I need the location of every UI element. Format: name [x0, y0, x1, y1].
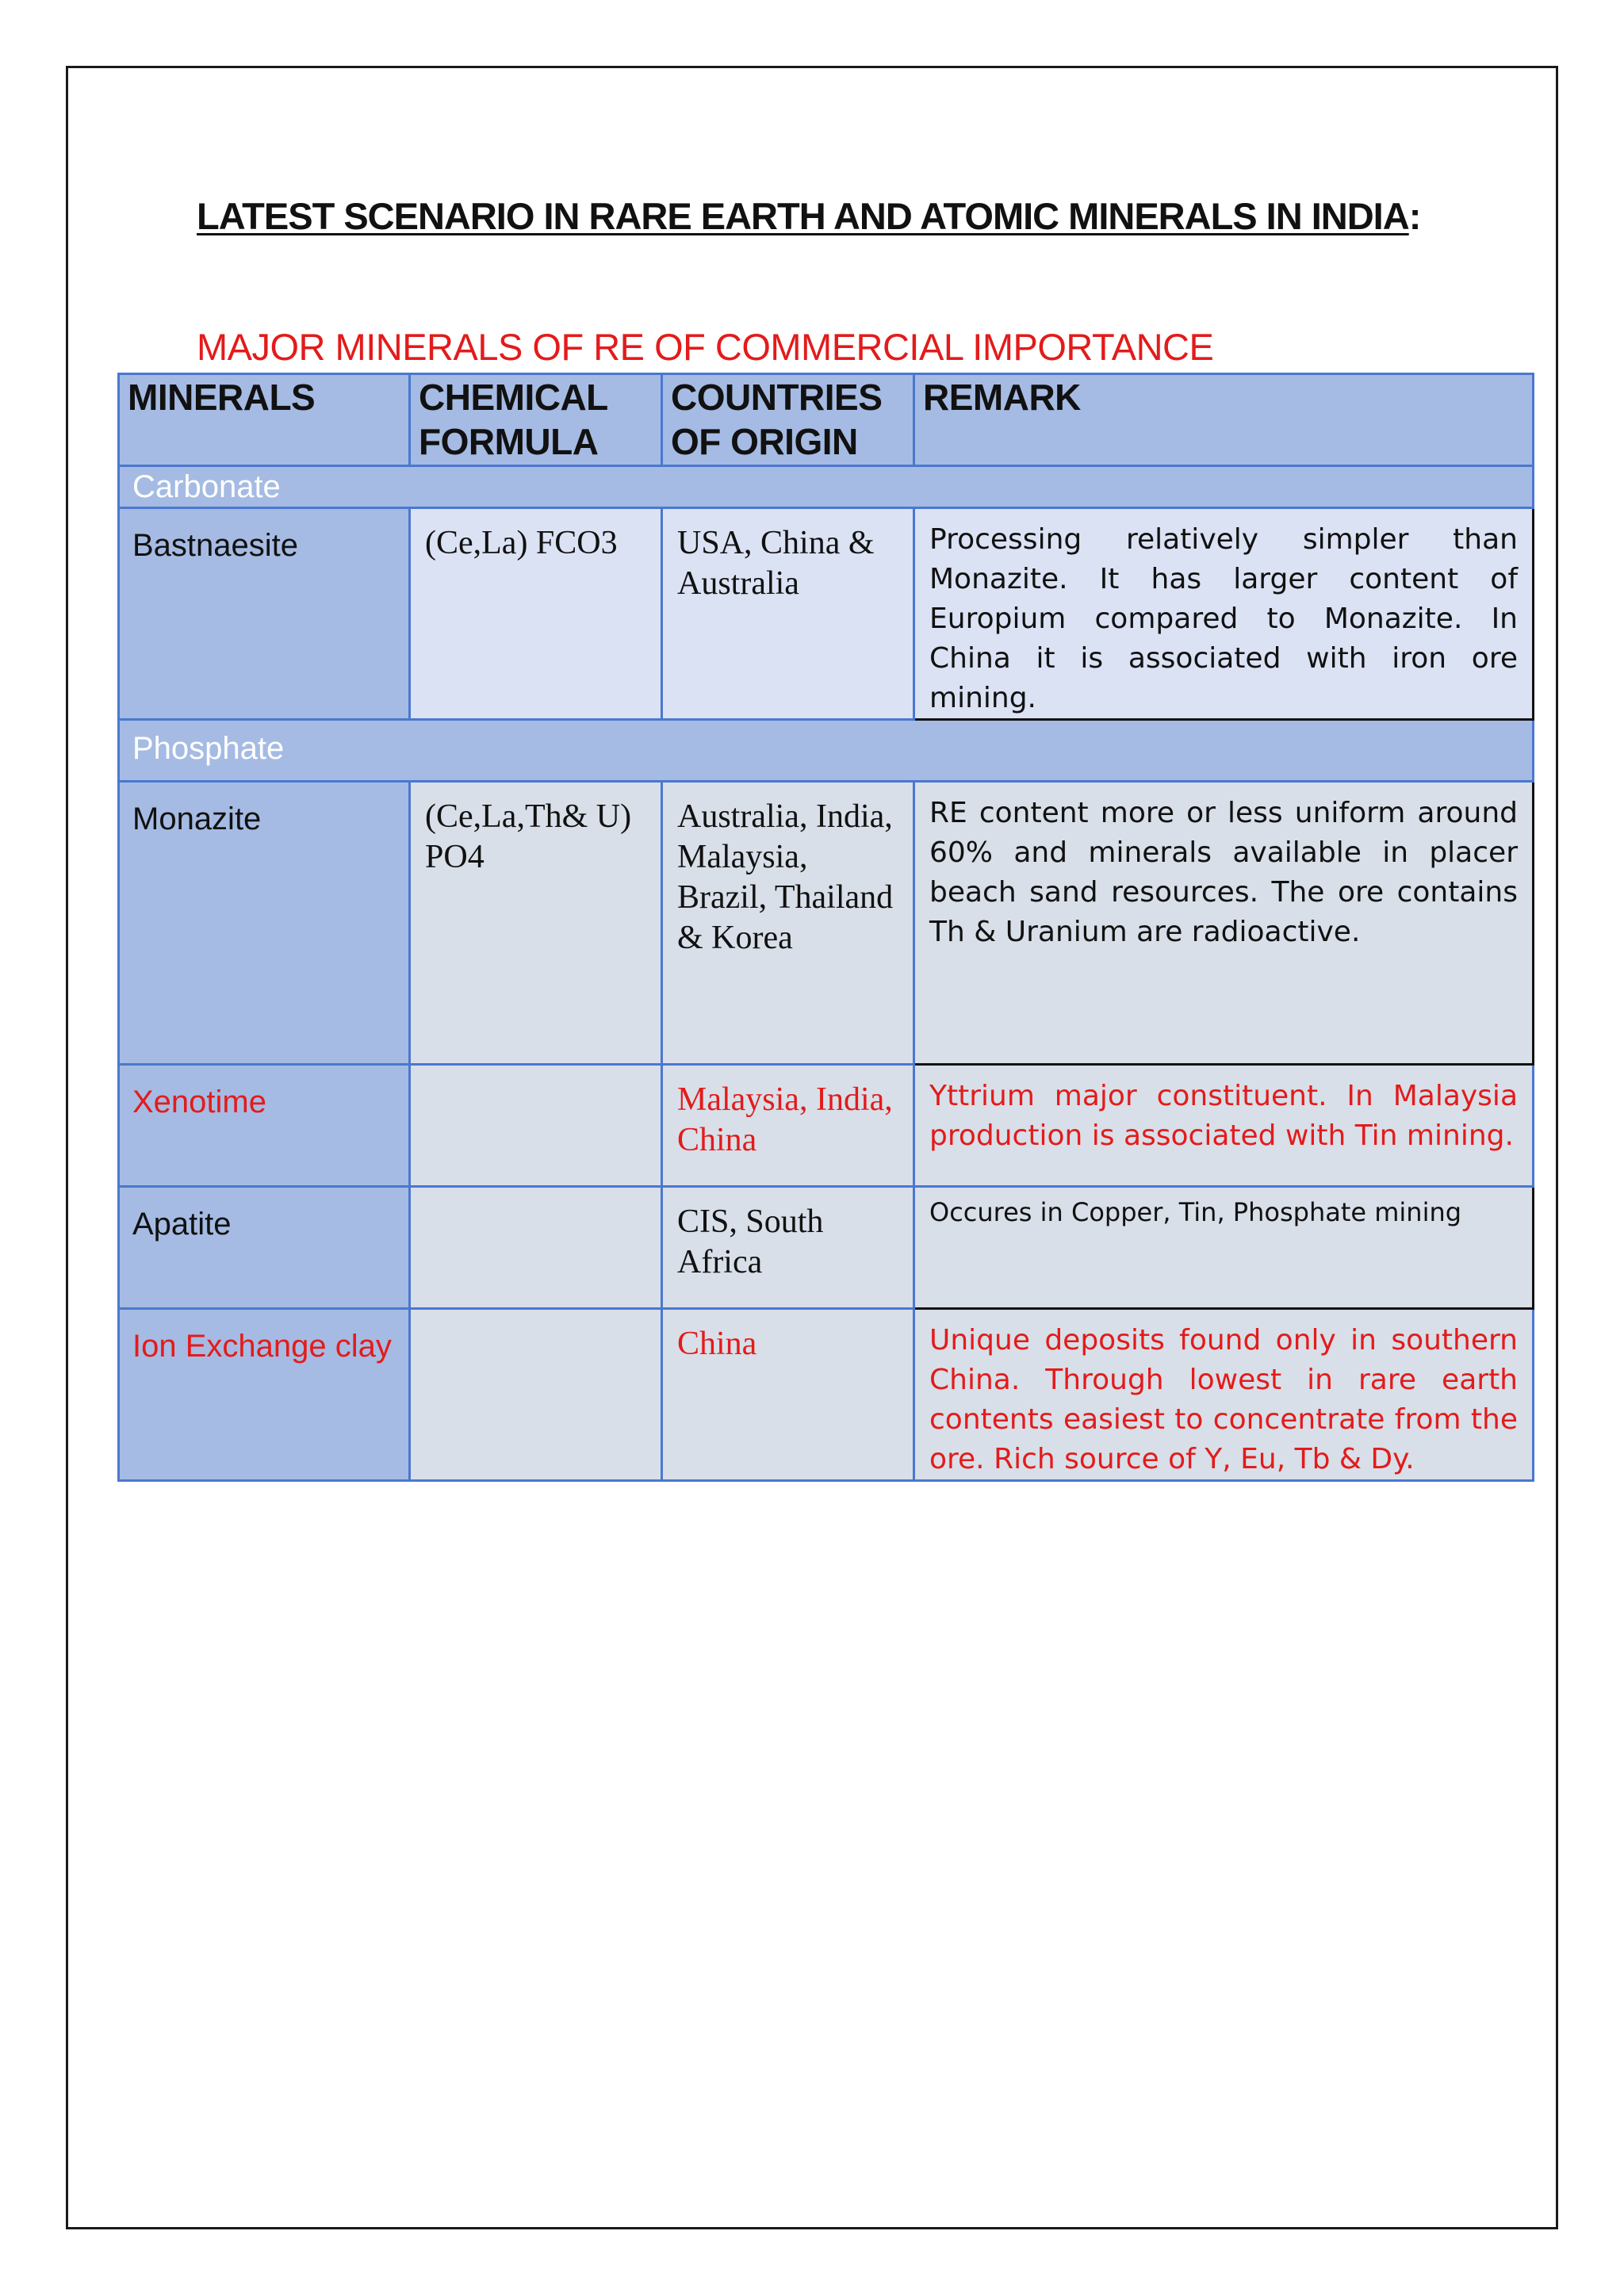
countries-cell: CIS, South Africa: [662, 1187, 914, 1309]
countries-cell: Malaysia, India, China: [662, 1065, 914, 1187]
header-chemical-formula: CHEMICAL FORMULA: [410, 374, 662, 466]
document-title-text: LATEST SCENARIO IN RARE EARTH AND ATOMIC MINERALS IN INDIA: [197, 195, 1409, 237]
table-row: [119, 508, 1534, 720]
mineral-cell: Bastnaesite: [119, 508, 410, 720]
mineral-cell: Monazite: [119, 782, 410, 1065]
remark-cell: RE content more or less uniform around 60% and minerals available in placer beach sand resources. The ore contains Th & Uranium are radioactive.: [914, 782, 1534, 1065]
countries-cell: China: [662, 1309, 914, 1481]
table-row: [119, 1309, 1534, 1481]
table-row: [119, 782, 1534, 1065]
group-row-carbonate: [119, 466, 1534, 508]
table-row: [119, 1187, 1534, 1309]
formula-cell: [410, 1309, 662, 1481]
mineral-cell: Xenotime: [119, 1065, 410, 1187]
formula-cell: (Ce,La) FCO3: [410, 508, 662, 720]
formula-cell: [410, 1065, 662, 1187]
remark-cell: Processing relatively simpler than Monazite. It has larger content of Europium compared to Monazite. In China it is associated with iron ore mining.: [914, 508, 1534, 720]
table-header-row: [119, 374, 1534, 466]
mineral-cell: Apatite: [119, 1187, 410, 1309]
document-title: [197, 194, 1434, 239]
formula-cell: [410, 1187, 662, 1309]
group-label-carbonate: Carbonate: [119, 466, 1534, 508]
group-row-phosphate: [119, 720, 1534, 782]
document-title-colon: :: [1408, 195, 1421, 237]
header-countries-of-origin: COUNTRIES OF ORIGIN: [662, 374, 914, 466]
remark-cell: Yttrium major constituent. In Malaysia production is associated with Tin mining.: [914, 1065, 1534, 1187]
countries-cell: Australia, India, Malaysia, Brazil, Thailand & Korea: [662, 782, 914, 1065]
header-remark: REMARK: [914, 374, 1534, 466]
group-label-phosphate: Phosphate: [119, 720, 1534, 782]
minerals-table: [117, 373, 1534, 1482]
formula-cell: (Ce,La,Th& U) PO4: [410, 782, 662, 1065]
remark-cell: Occures in Copper, Tin, Phosphate mining: [914, 1187, 1534, 1309]
table-caption: MAJOR MINERALS OF RE OF COMMERCIAL IMPORTANCE: [197, 326, 1214, 368]
header-minerals: MINERALS: [119, 374, 410, 466]
countries-cell: USA, China & Australia: [662, 508, 914, 720]
remark-cell: Unique deposits found only in southern China. Through lowest in rare earth contents easiest to concentrate from the ore. Rich source of Y, Eu, Tb & Dy.: [914, 1309, 1534, 1481]
mineral-cell: Ion Exchange clay: [119, 1309, 410, 1481]
table-row: [119, 1065, 1534, 1187]
